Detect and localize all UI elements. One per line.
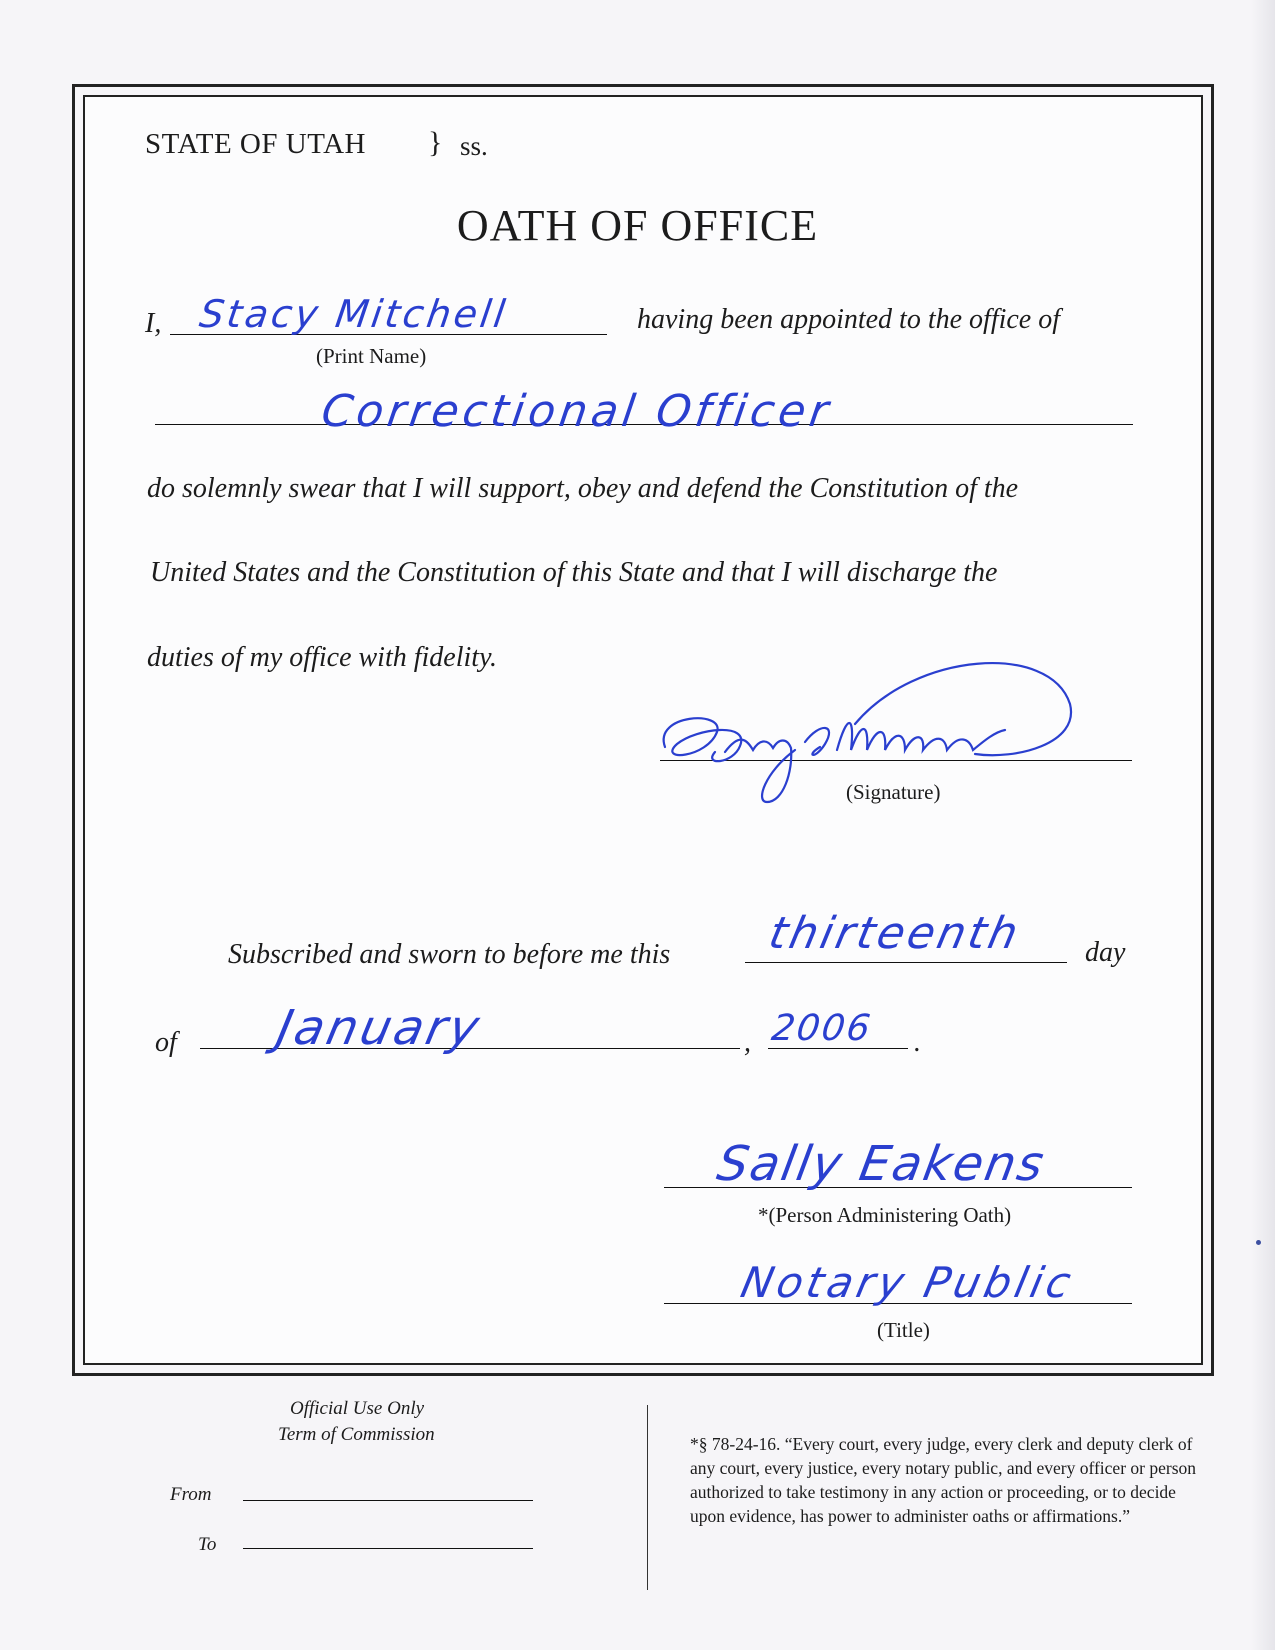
stray-mark <box>1256 1240 1261 1245</box>
to-label: To <box>198 1534 217 1555</box>
sworn-text: Subscribed and sworn to before me this <box>228 939 671 970</box>
month-comma: , <box>744 1027 751 1058</box>
i-label: I, <box>145 308 162 339</box>
having-text: having been appointed to the office of <box>637 304 1061 335</box>
ss-label: ss. <box>460 131 488 161</box>
page-title: OATH OF OFFICE <box>456 201 819 250</box>
state-heading: STATE OF UTAH <box>145 128 366 160</box>
statute-footnote: *§ 78-24-16. “Every court, every judge, every clerk and deputy clerk of any court, every justice, every notary public, and every officer or person authorized to take testimony in any action or proceeding, or to decide upon evidence, has power to administer oaths or affirmations.” <box>690 1434 1197 1526</box>
administrator-caption: *(Person Administering Oath) <box>758 1203 1012 1227</box>
signature-caption: (Signature) <box>846 780 941 804</box>
state-brace: } <box>428 126 443 159</box>
oath-text-line-2: United States and the Constitution of this State and that I will discharge the <box>150 557 998 588</box>
title-field[interactable]: Notary Public <box>736 1258 1080 1307</box>
from-field[interactable] <box>243 1500 533 1501</box>
print-name-field[interactable]: Stacy Mitchell <box>196 292 511 336</box>
oath-text-line-1: do solemnly swear that I will support, obey and defend the Constitution of the <box>147 473 1019 504</box>
office-field[interactable]: Correctional Officer <box>318 386 836 437</box>
footer-divider <box>647 1405 648 1590</box>
month-field[interactable]: January <box>272 1000 487 1056</box>
of-label: of <box>155 1027 177 1058</box>
print-name-caption: (Print Name) <box>316 344 427 368</box>
from-label: From <box>170 1484 212 1505</box>
day-line <box>745 962 1067 963</box>
day-label: day <box>1085 937 1126 968</box>
title-caption: (Title) <box>877 1318 930 1342</box>
day-field[interactable]: thirteenth <box>764 908 1026 959</box>
to-field[interactable] <box>243 1548 533 1549</box>
year-field[interactable]: 2006 <box>769 1008 875 1049</box>
oath-text-line-3: duties of my office with fidelity. <box>147 642 497 673</box>
year-period: . <box>914 1027 921 1058</box>
official-use-heading: Official Use Only <box>290 1398 425 1419</box>
term-of-commission-heading: Term of Commission <box>278 1424 435 1445</box>
administrator-field[interactable]: Sally Eakens <box>713 1136 1050 1192</box>
